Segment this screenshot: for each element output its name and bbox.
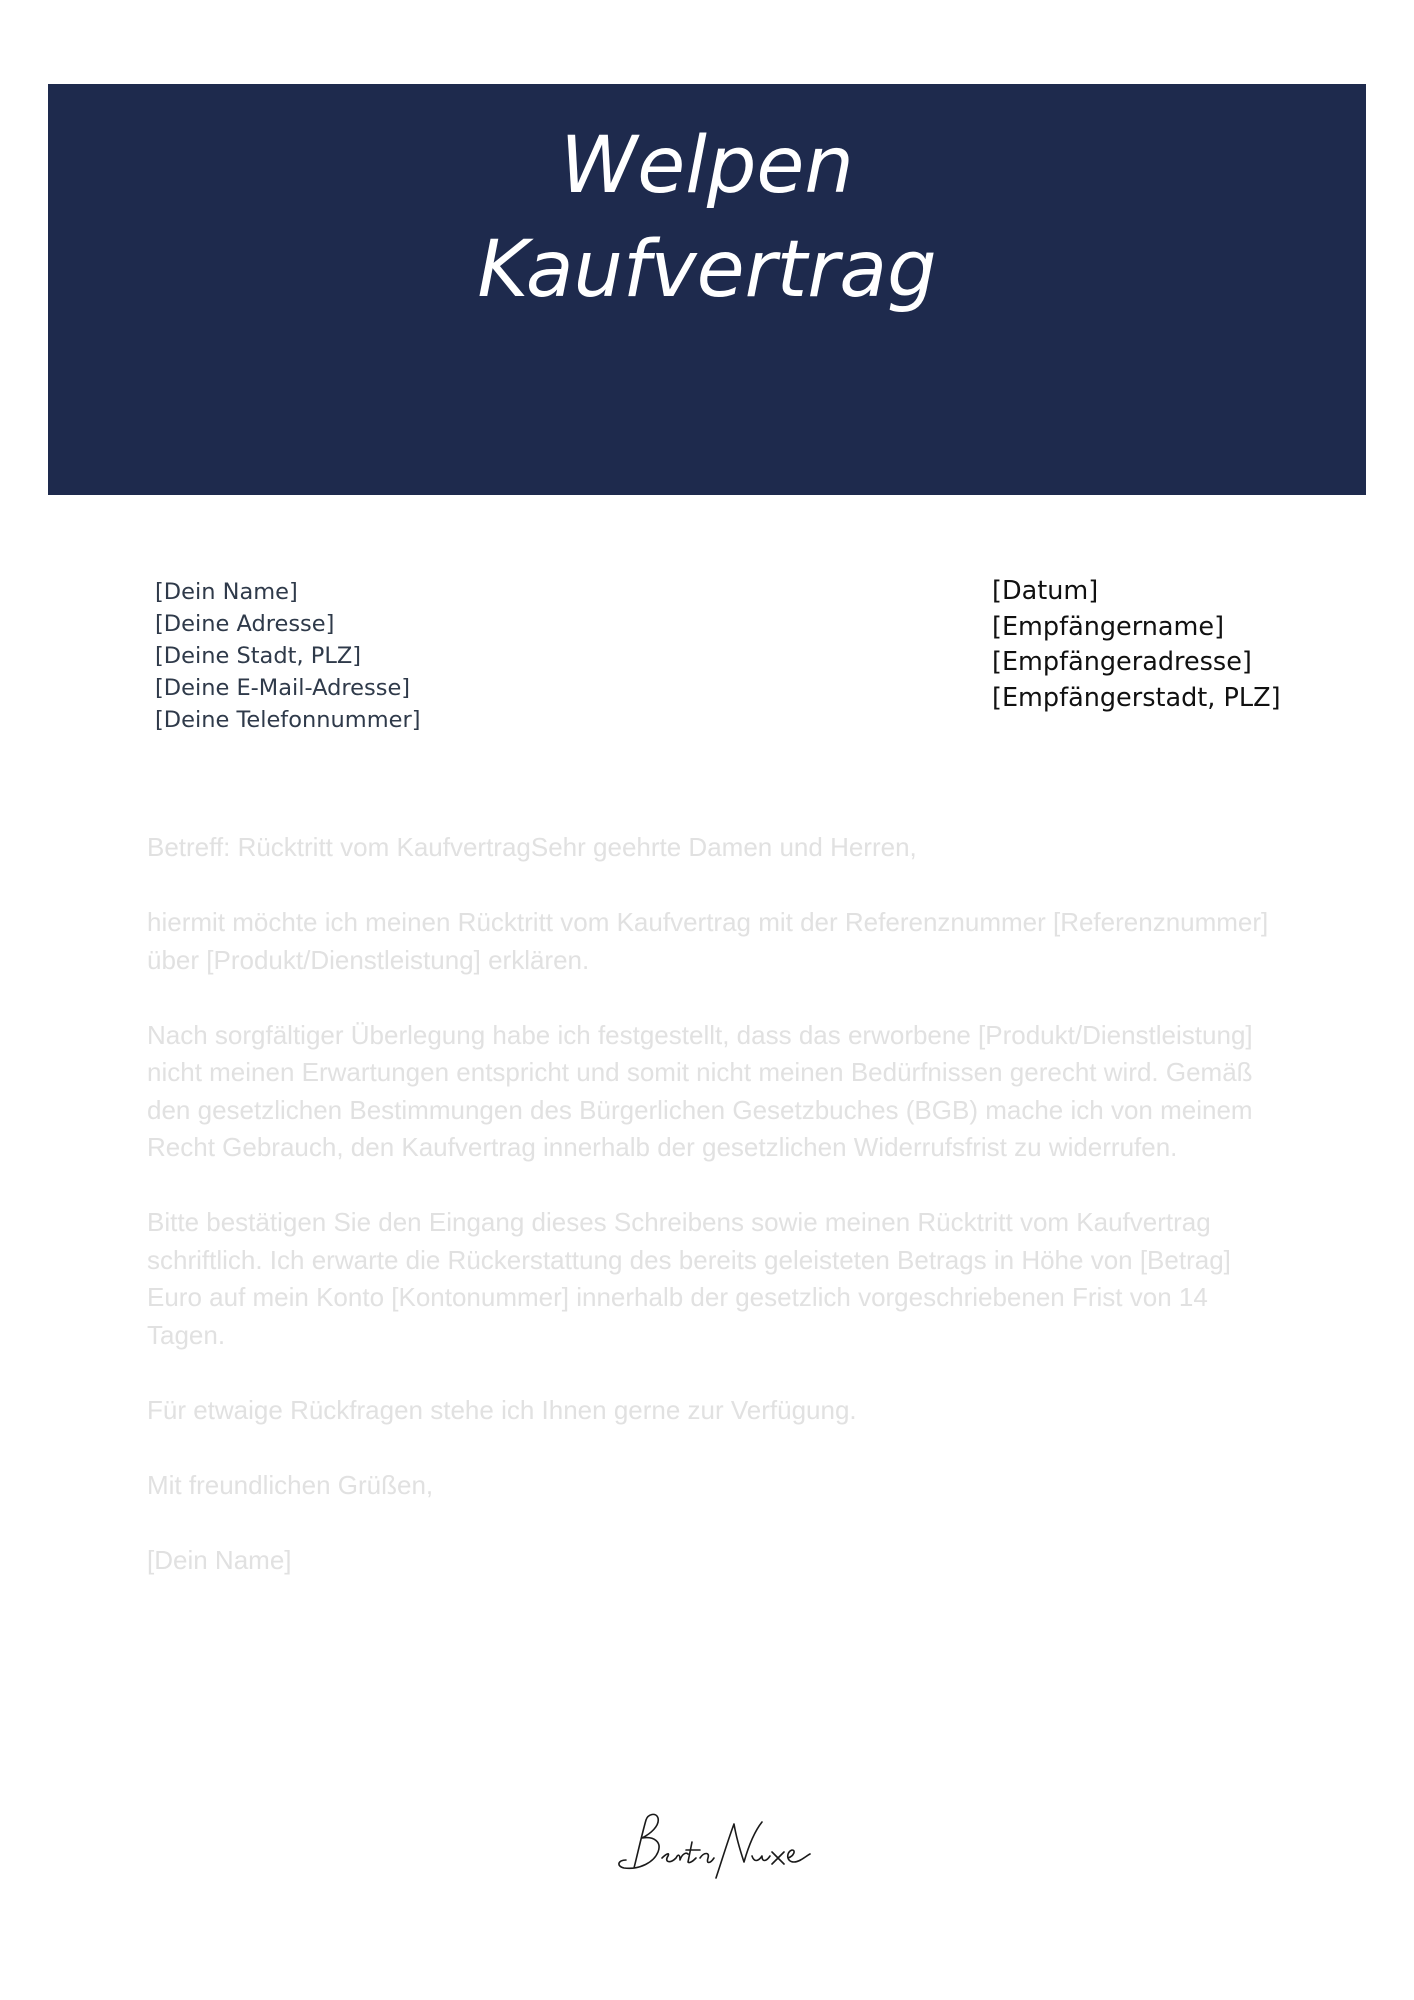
recipient-city: [Empfängerstadt, PLZ] (992, 682, 1281, 713)
closing-name: [Dein Name] (147, 1544, 292, 1575)
closing: Mit freundlichen Grüßen, (147, 1469, 434, 1500)
sender-name: [Dein Name] (155, 579, 298, 605)
subject-line: Betreff: Rücktritt vom KaufvertragSehr geehrte Damen und Herren, (147, 832, 917, 862)
recipient-name: [Empfängername] (992, 611, 1225, 642)
sender-city: [Deine Stadt, PLZ] (155, 643, 362, 669)
sender-address: [Deine Adresse] (155, 611, 335, 637)
header-banner (48, 84, 1366, 495)
handwritten-signature-icon (612, 1800, 822, 1890)
body-paragraph: Bitte bestätigen Sie den Eingang dieses Schreibens sowie meinen Rücktritt vom Kaufvertrag schriftlich. Ich erwarte die Rückerstattung des bereits geleisteten Betrags in Höhe von [Betrag] Euro auf mein Konto [Kontonummer] innerhalb der gesetzlich vorgeschriebenen Frist von 14 Tagen. (147, 1207, 1231, 1350)
document-title (48, 114, 1366, 322)
sender-address-block (155, 576, 421, 736)
body-paragraph: Nach sorgfältiger Überlegung habe ich festgestellt, dass das erworbene [Produkt/Dienstleistung] nicht meinen Erwartungen entspricht und somit nicht meinen Bedürfnissen gerecht wird. Gemäß den gesetzlichen Bestimmungen des Bürgerlichen Gesetzbuches (BGB) mache ich von meinem Recht Gebrauch, den Kaufvertrag innerhalb der gesetzlichen Widerrufsfrist zu widerrufen. (147, 1019, 1253, 1162)
recipient-address-block (992, 574, 1281, 716)
title-line-1: Welpen (560, 121, 854, 211)
sender-email: [Deine E-Mail-Adresse] (155, 675, 411, 701)
body-paragraph: Für etwaige Rückfragen stehe ich Ihnen gerne zur Verfügung. (147, 1394, 857, 1425)
letter-body (147, 829, 1277, 1617)
recipient-address: [Empfängeradresse] (992, 647, 1252, 677)
body-paragraph: hiermit möchte ich meinen Rücktritt vom Kaufvertrag mit der Referenznummer [Referenznummer] über [Produkt/Dienstleistung] erklären. (147, 907, 1269, 975)
letter-date: [Datum] (992, 576, 1099, 606)
title-line-2: Kaufvertrag (477, 225, 937, 315)
sender-phone: [Deine Telefonnummer] (155, 707, 421, 733)
